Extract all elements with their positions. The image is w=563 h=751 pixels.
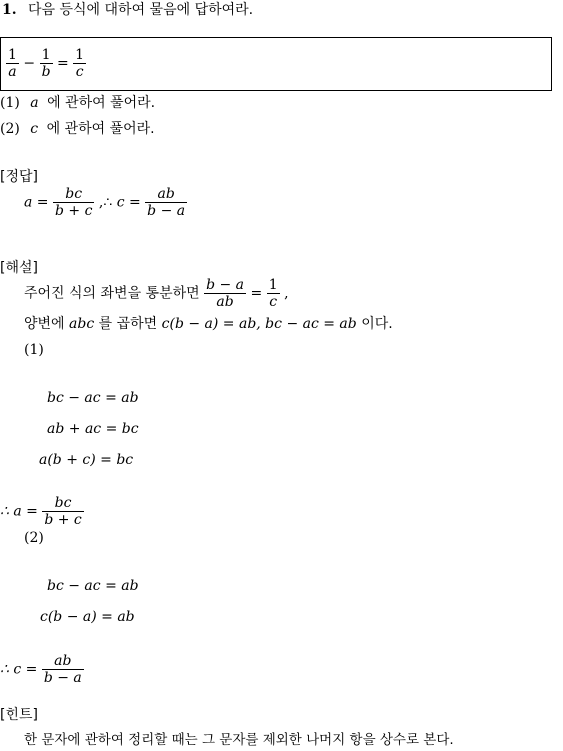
fraction-1-over-c: $\frac{1}{c}$ [75, 47, 85, 81]
solution-fraction-1-over-c: $\frac{1}{c}$ [268, 277, 278, 311]
problem-instruction: 다음 등식에 대하여 물음에 답하여라. [28, 2, 254, 18]
question-2: (2) c 에 관하여 풀어라. [0, 121, 155, 137]
part-1-result: ∴ a = $\frac{bc}{b + c}$ [0, 495, 82, 529]
given-equation: $\frac{1}{a}$ − $\frac{1}{b}$ = $\frac{1}{c}$ [8, 47, 85, 81]
solution-header: [해설] [0, 260, 38, 276]
answer-a-fraction: $\frac{bc}{b + c}$ [54, 186, 93, 220]
part-2-result: ∴ c = $\frac{ab}{b - a}$ [0, 653, 82, 687]
answer-header: [정답] [0, 169, 38, 185]
question-1: (1) a 에 관하여 풀어라. [0, 95, 156, 111]
problem-number: 1. [2, 2, 17, 18]
answer-line: a = $\frac{bc}{b + c}$ ,∴ c = $\frac{ab}{b - a}$ [24, 186, 186, 220]
solution-line-2: 양변에 abc 를 곱하면 c(b − a) = ab, bc − ac = ab 이다. [24, 316, 393, 332]
hint-text: 한 문자에 관하여 정리할 때는 그 문자를 제외한 나머지 항을 상수로 본다. [24, 732, 454, 748]
fraction-1-over-b: $\frac{1}{b}$ [41, 47, 51, 81]
solution-line-1: 주어진 식의 좌변을 통분하면 $\frac{b - a}{ab}$ = $\frac{1}{c}$ , [24, 277, 289, 311]
fraction-1-over-a: $\frac{1}{a}$ [8, 47, 17, 81]
solution-fraction-ba-over-ab: $\frac{b - a}{ab}$ [206, 277, 245, 311]
part-1-result-fraction: $\frac{bc}{b + c}$ [44, 495, 82, 529]
part-1-eq-1: bc − ac = ab [47, 390, 139, 406]
part-1-label: (1) [24, 342, 44, 358]
equation-box [0, 37, 552, 91]
part-2-label: (2) [24, 530, 44, 546]
part-2-result-fraction: $\frac{ab}{b - a}$ [43, 653, 82, 687]
part-1-eq-3: a(b + c) = bc [39, 452, 134, 468]
part-1-eq-2: ab + ac = bc [47, 421, 139, 437]
answer-c-fraction: $\frac{ab}{b - a}$ [147, 186, 186, 220]
part-2-eq-1: bc − ac = ab [47, 578, 139, 594]
hint-header: [힌트] [0, 707, 38, 723]
part-2-eq-2: c(b − a) = ab [40, 609, 135, 625]
